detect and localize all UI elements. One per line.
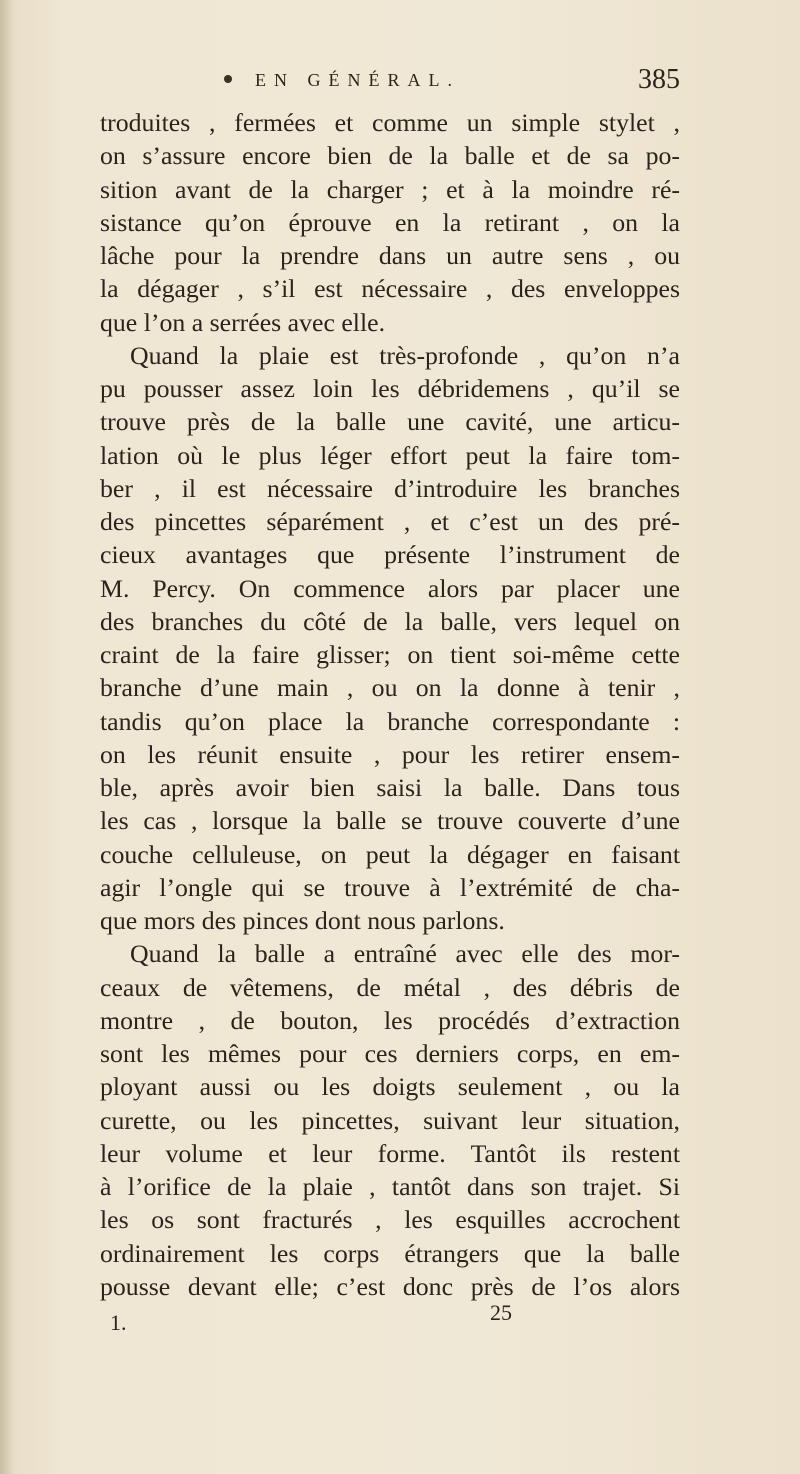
text-line: montre , de bouton, les procédés d’extraction (100, 1005, 680, 1035)
running-title: EN GÉNÉRAL. (255, 70, 460, 90)
text-line: sition avant de la charger ; et à la moindre ré- (100, 174, 680, 204)
text-line: pousse devant elle; c’est donc près de l’os alors (100, 1271, 680, 1301)
text-line: on s’assure encore bien de la balle et de sa po- (100, 141, 680, 171)
text-line: tandis qu’on place la branche correspondante : (100, 706, 680, 736)
text-line: des pincettes séparément , et c’est un des pré- (100, 507, 680, 536)
signature-mark-right: 25 (490, 1300, 512, 1325)
text-line: Quand la plaie est très-profonde , qu’on n’a (130, 340, 680, 370)
header-bullet-icon (224, 75, 232, 83)
text-line: ceaux de vêtemens, de métal , des débris de (100, 972, 680, 1002)
text-line: troduites , fermées et comme un simple stylet , (100, 108, 680, 137)
text-line: curette, ou les pincettes, suivant leur situation, (100, 1105, 680, 1135)
text-line: que mors des pinces dont nous parlons. (100, 906, 505, 935)
text-line: ordinairement les corps étrangers que la balle (100, 1238, 680, 1268)
text-line: ber , il est nécessaire d’introduire les branches (100, 473, 680, 503)
text-line: on les réunit ensuite , pour les retirer ensem- (100, 739, 680, 769)
text-line: sont les mêmes pour ces derniers corps, en em- (100, 1039, 680, 1068)
page-edge-shadow (0, 0, 14, 1474)
text-line: la dégager , s’il est nécessaire , des enveloppes (100, 274, 680, 304)
text-line: agir l’ongle qui se trouve à l’extrémité de cha- (100, 872, 680, 902)
text-line: les os sont fracturés , les esquilles accrochent (100, 1205, 680, 1235)
text-line: M. Percy. On commence alors par placer une (100, 573, 680, 603)
text-line: que l’on a serrées avec elle. (100, 307, 386, 337)
body-text (100, 106, 680, 1303)
text-line: ble, après avoir bien saisi la balle. Dans tous (100, 773, 680, 802)
text-line: cieux avantages que présente l’instrument de (100, 540, 680, 570)
text-line: les cas , lorsque la balle se trouve couverte d’une (100, 806, 680, 836)
page-footer (110, 1300, 670, 1340)
text-line: ployant aussi ou les doigts seulement , ou la (100, 1072, 680, 1102)
text-line: à l’orifice de la plaie , tantôt dans son trajet. Si (100, 1172, 680, 1201)
running-header (100, 64, 680, 110)
signature-mark-left: 1. (110, 1310, 127, 1335)
text-line: des branches du côté de la balle, vers lequel on (100, 606, 680, 636)
text-line: Quand la balle a entraîné avec elle des mor- (130, 939, 680, 969)
page-number: 385 (638, 64, 680, 95)
text-line: couche celluleuse, on peut la dégager en faisant (100, 839, 680, 869)
text-line: branche d’une main , ou on la donne à tenir , (100, 673, 680, 703)
text-line: sistance qu’on éprouve en la retirant , on la (100, 207, 680, 237)
text-line: leur volume et leur forme. Tantôt ils restent (100, 1138, 680, 1168)
text-line: craint de la faire glisser; on tient soi-même cette (100, 640, 680, 669)
text-line: trouve près de la balle une cavité, une articu- (100, 407, 680, 437)
text-line: pu pousser assez loin les débridemens , qu’il se (100, 374, 680, 403)
text-line: lâche pour la prendre dans un autre sens , ou (100, 241, 680, 270)
text-line: lation où le plus léger effort peut la faire tom- (100, 440, 680, 470)
